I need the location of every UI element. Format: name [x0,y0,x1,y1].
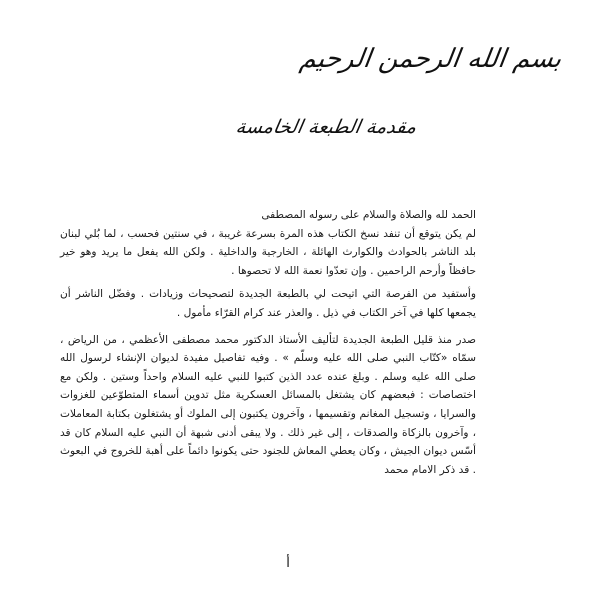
paragraph-3: صدر منذ قليل الطبعة الجديدة لتأليف الأستاذ الدكتور محمد مصطفى الأعظمي ، من الرياض ، سمّاه «كتّاب النبي صلى الله عليه وسلّم » . وفيه تفاصيل مفيدة لديوان الإنشاء لرسول الله صلى الله عليه وسلم . وبلغ عنده عدد الذين كتبوا للنبي عليه السلام واحداً وستين . ولكن مع اختصاصات : فبعضهم كان يشتغل بالمسائل العسكرية مثل تدوين أسماء المتطوّعين للغزوات والسرايا ، وتسجيل المغانم وتقسيمها ، وآخرون يكتبون إلى الملوك أو يشتغلون بكتابة المعاملات ، وآخرون بالزكاة والصدقات ، إلى غير ذلك . ولا يبقى أدنى شبهة أن النبي عليه السلام كان قد أسّس ديوان الجيش ، وكان يعطي المعاش للجنود حتى يكونوا دائماً على أهبة للخروج في البعوث . قد ذكر الامام محمد [60,333,476,476]
section-heading: مقدمة الطبعة الخامسة [234,116,419,138]
paragraph-opening: الحمد لله والصلاة والسلام على رسوله المصطفى [261,209,476,221]
paragraph-2: وأستفيد من الفرصة التي اتيحت لي بالطبعة الجديدة لتصحيحات وزيادات . وفضّل الناشر أن يجمعها كلها في آخر الكتاب في ذيل . والعذر عند كرام القرّاء مأمول . [60,288,476,319]
paragraph-1: لم يكن يتوقع أن تنفد نسخ الكتاب هذه المرة بسرعة غريبة ، في سنتين فحسب ، لما بُلي لبنان بلد الناشر بالحوادث والكوارث الهائلة ، الخارجية والداخلية . ولكن الله يفعل ما يريد وهو خير حافظاً وأرحم الراحمين . وإن تعدّوا نعمة الله لا تحصوها . [60,227,476,277]
page-number: أ [286,556,290,571]
body-text [60,206,476,479]
basmala-calligraphy: بسم الله الرحمن الرحيم [297,44,564,74]
